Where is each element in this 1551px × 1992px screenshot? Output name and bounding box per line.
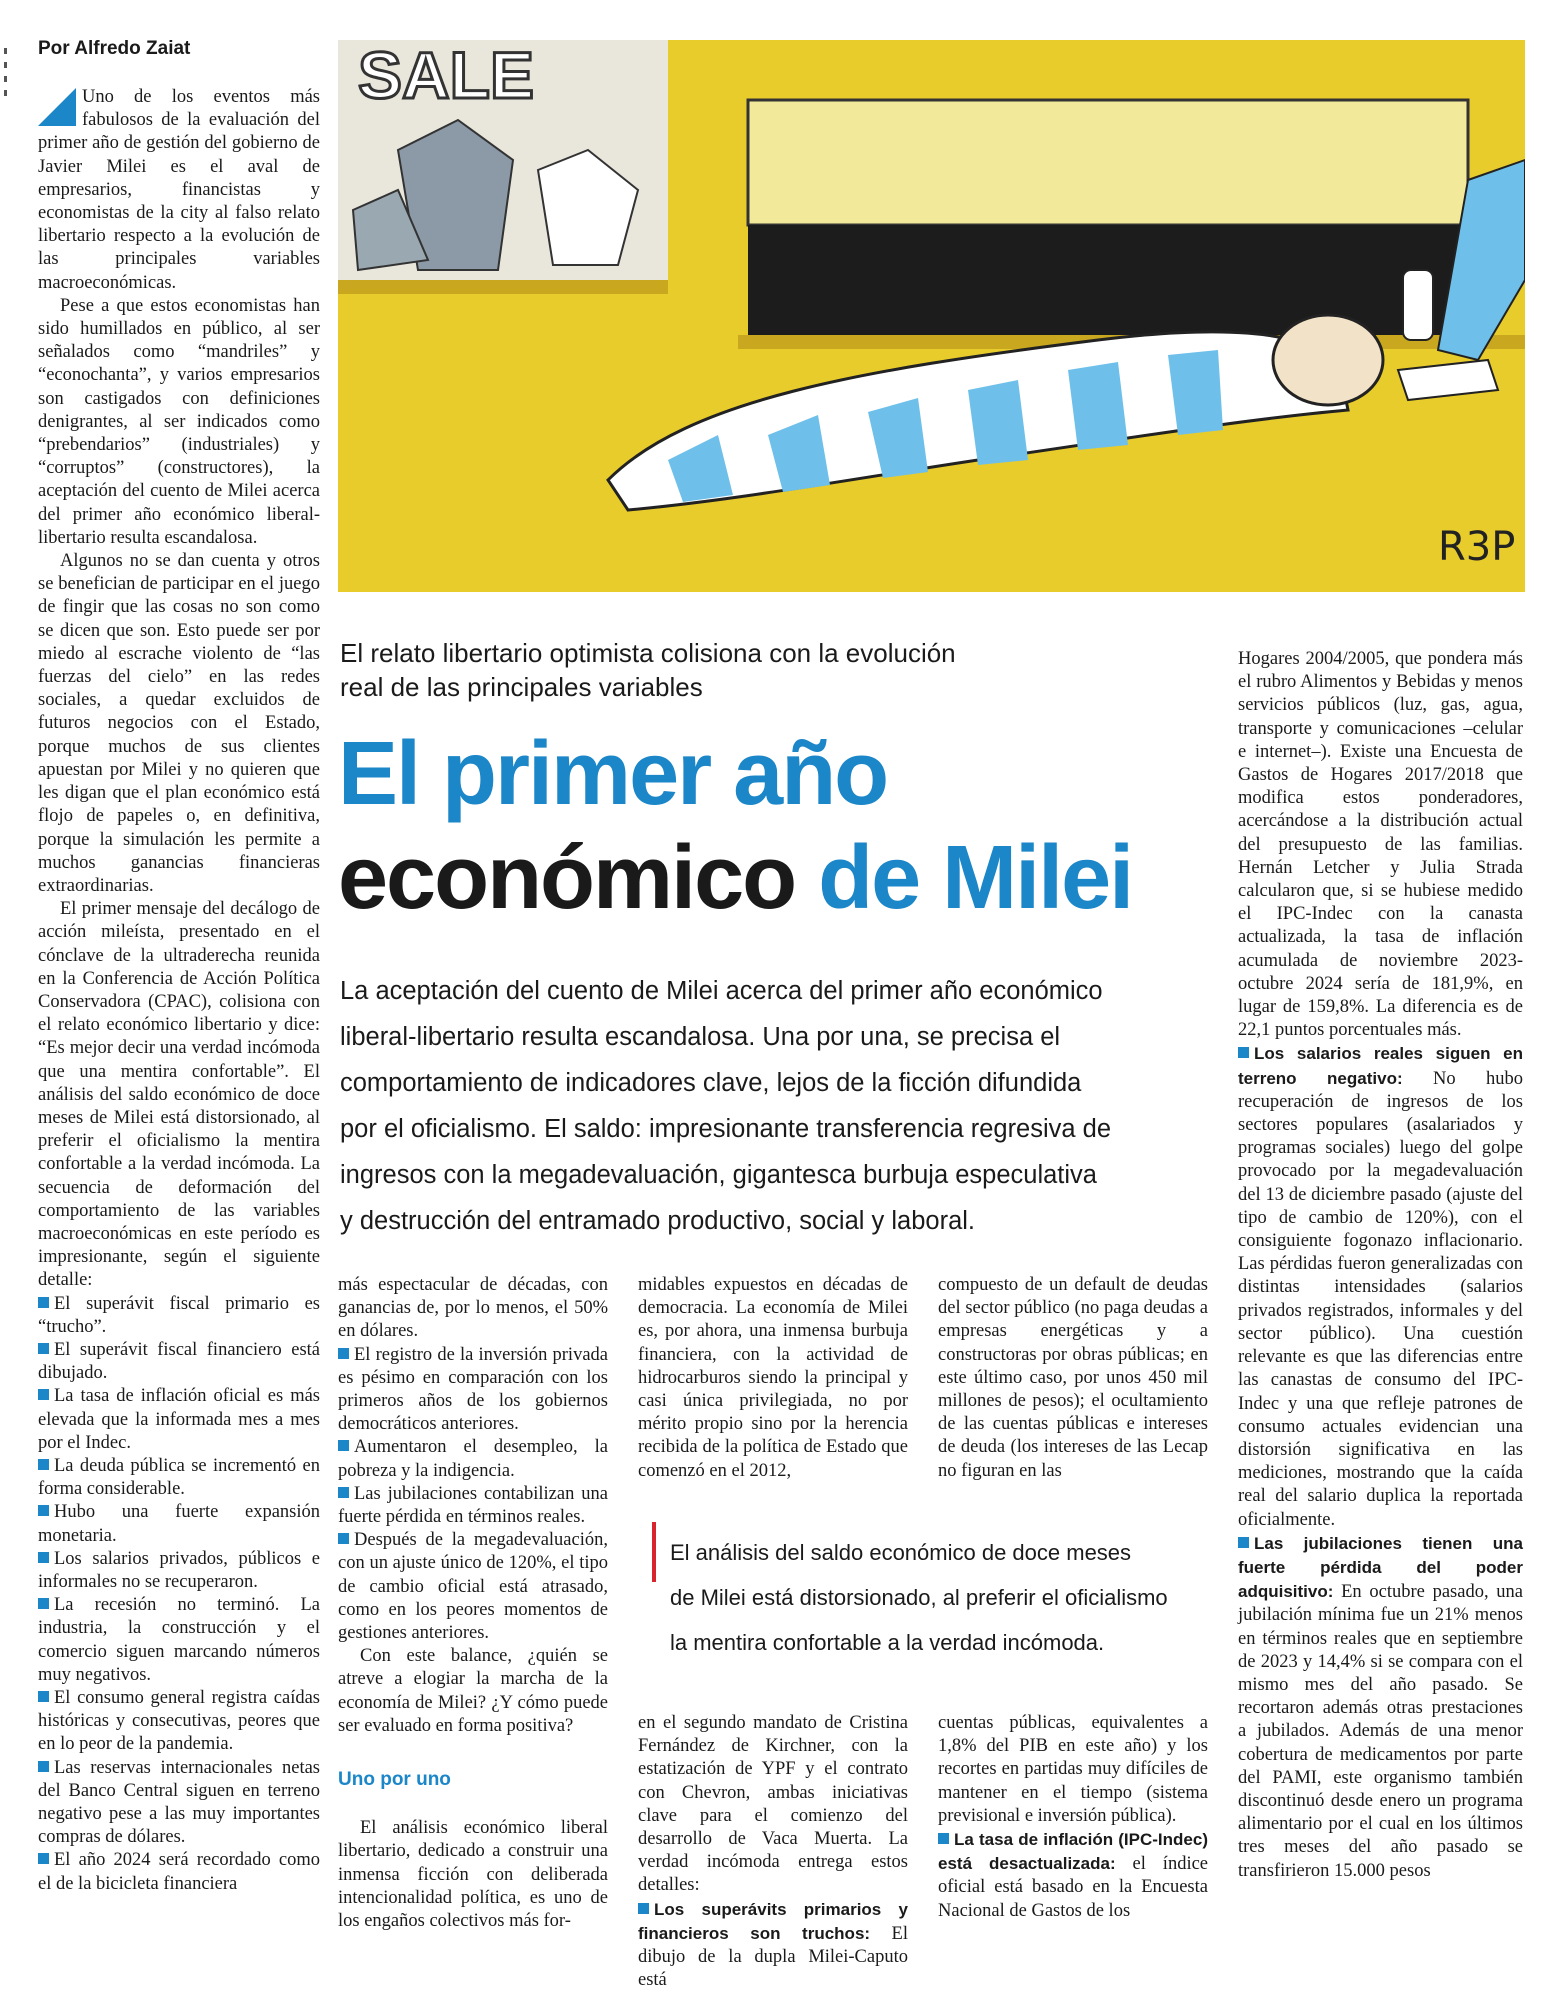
- bullet-square-icon: [338, 1348, 349, 1359]
- list-item: Los salarios privados, públicos e informales no se recuperaron.: [38, 1548, 320, 1592]
- bullet-square-icon: [38, 1297, 49, 1308]
- list-item: Hubo una fuerte expansión monetaria.: [38, 1502, 320, 1546]
- cartoon-illustration: [338, 40, 1525, 592]
- paragraph: más espectacular de décadas, con ganancias de, por lo menos, el 50% en dólares.: [338, 1275, 608, 1342]
- paragraph: Hogares 2004/2005, que pondera más el rubro Alimentos y Bebidas y menos servicios públicos (luz, gas, agua, transporte y comunicaciones –celular e internet–). Existe una Encuesta de Gastos de Hogares 2017/2018 que modifica estos ponderadores, acercándose a la distribución actual del presupuesto de las familias. Hernán Letcher y Julia Strada calcularon que, si se hubiese medido el IPC-Indec con la canasta actualizada, la tasa de inflación acumulada de noviembre 2023-octubre 2024 sería de 181,9%, en lugar de 159,8%. La diferencia es de 22,1 puntos porcentuales más.: [1238, 649, 1523, 1041]
- bullet-square-icon: [38, 1691, 49, 1702]
- paragraph: en el segundo mandato de Cristina Fernández de Kirchner, con la estatización de YPF y el contrato con Chevron, ambas iniciativas clave para el comienzo del desarrollo de Vaca Muerta. La verdad incómoda entrega estos detalles:: [638, 1713, 908, 1896]
- bullet-square-icon: [938, 1833, 949, 1844]
- pullquote: El análisis del saldo económico de doce meses de Milei está distorsionado, al preferir el oficialismo la mentira confortable a la verdad incómoda.: [670, 1540, 1168, 1655]
- headline-line-1: El primer año: [338, 724, 888, 824]
- bullet-square-icon: [1238, 1047, 1249, 1058]
- column-5: [1238, 648, 1523, 1883]
- byline: Por Alfredo Zaiat: [38, 38, 191, 59]
- list-item: El registro de la inversión privada es pésimo en comparación con los primeros años de los gobiernos democráticos anteriores.: [338, 1344, 608, 1435]
- kicker: El relato libertario optimista colisiona con la evolución real de las principales variables: [340, 638, 956, 702]
- bullet-square-icon: [338, 1487, 349, 1498]
- bullet-square-icon: [38, 1552, 49, 1563]
- bullet-square-icon: [638, 1903, 649, 1914]
- headline-line-2: económico de Milei: [338, 828, 1133, 928]
- bullet-square-icon: [38, 1853, 49, 1864]
- headline: [338, 722, 1238, 930]
- list-item: Los superávits primarios y financieros son truchos: El dibujo de la dupla Milei-Caputo está: [638, 1899, 908, 1991]
- paragraph: El primer mensaje del decálogo de acción mileísta, presentado en el cónclave de la ultraderecha reunida en la Conferencia de Acción Política Conservadora (CPAC), colisiona con el relato económico libertario y dice: “Es mejor decir una verdad incómoda que una mentira confortable”. El análisis del saldo económico de doce meses de Milei está distorsionado, al preferir el oficialismo la mentira confortable a la verdad incómoda. La secuencia de deformación del comportamiento de las variables macroeconómicas en este período es impresionante, según el siguiente detalle:: [38, 899, 320, 1291]
- list-item: Después de la megadevaluación, con un ajuste único de 120%, el tipo de cambio oficial está atrasado, como en los peores momentos de gestiones anteriores.: [338, 1530, 608, 1644]
- list-item: El superávit fiscal financiero está dibujado.: [38, 1339, 320, 1384]
- bullet-square-icon: [1238, 1537, 1249, 1548]
- column-4: [938, 1274, 1208, 1483]
- paragraph: Pese a que estos economistas han sido humillados en público, al ser señalados como “mandriles” y “econochanta”, y varios empresarios son castigados con definiciones denigrantes, al ser indicados como “prebendarios” (industriales) y “corruptos” (constructores), la aceptación del cuento de Milei acerca del primer año económico liberal-libertario resulta escandalosa.: [38, 295, 320, 548]
- paragraph: cuentas públicas, equivalentes a 1,8% del PIB en este año) y los recortes en partidas muy difíciles de mantener en el tiempo (sistema previsional e inversión pública).: [938, 1713, 1208, 1826]
- list-item: Las jubilaciones contabilizan una fuerte pérdida en términos reales.: [338, 1483, 608, 1528]
- list-item: El consumo general registra caídas históricas y consecutivas, peores que en lo peor de la pandemia.: [38, 1688, 320, 1755]
- list-item: La recesión no terminó. La industria, la construcción y el comercio siguen marcando números muy negativos.: [38, 1595, 320, 1685]
- bullet-square-icon: [38, 1343, 49, 1354]
- bullet-square-icon: [38, 1389, 49, 1400]
- list-item: La tasa de inflación oficial es más elevada que la informada mes a mes por el Indec.: [38, 1386, 320, 1453]
- page-edge-marks: [0, 40, 14, 140]
- column-3-bottom: [638, 1712, 908, 1992]
- list-item: La deuda pública se incrementó en forma considerable.: [38, 1455, 320, 1500]
- list-item: El superávit fiscal primario es “trucho”.: [38, 1293, 320, 1337]
- list-item: Los salarios reales siguen en terreno negativo: No hubo recuperación de ingresos de los sectores populares (asalariados y programas sociales) luego del golpe provocado por la megadevaluación del 13 de diciembre pasado (ajuste del tipo de cambio de 120%), con el consiguiente fogonazo inflacionario. Las pérdidas fueron generalizadas con distintas intensidades (salarios privados registrados, informales y del sector público). Una cuestión relevante es que las diferencias entre las canastas de consumo del IPC-Indec y una que refleje patrones de consumo actuales evidencian una distorsión significativa en las mediciones, mostrando que la caída real del salario duplica la reportada oficialmente.: [1238, 1044, 1524, 1530]
- column-3: [638, 1274, 908, 1483]
- list-item: Las jubilaciones tienen una fuerte pérdida del poder adquisitivo: En octubre pasado, una jubilación mínima fue un 21% menos en términos reales que en septiembre de 2023 y 14,4% si se compara con el mismo mes del año pasado. Se recortaron además otras prestaciones a jubilados. Además de una menor cobertura de medicamentos por parte del PAMI, este organismo también discontinuó desde enero un programa alimentario por el cual en los últimos tres meses del año pasado se transfirieron 15.000 pesos: [1238, 1533, 1524, 1881]
- lead-paragraph: La aceptación del cuento de Milei acerca del primer año económico liberal-libertario resulta escandalosa. Una por una, se precisa el comportamiento de indicadores clave, lejos de la ficción difundida por el oficialismo. El saldo: impresionante transferencia regresiva de ingresos con la megadevaluación, gigantesca burbuja especulativa y destrucción del entramado productivo, social y laboral.: [340, 977, 1112, 1235]
- paragraph: Con este balance, ¿quién se atreve a elogiar la marcha de la economía de Milei? ¿Y cómo puede ser evaluado en forma positiva?: [338, 1646, 608, 1736]
- pullquote-bar: [652, 1522, 656, 1582]
- column-2: [338, 1274, 608, 1933]
- bullet-square-icon: [338, 1440, 349, 1451]
- drop-triangle-icon: [38, 88, 76, 126]
- paragraph: Algunos no se dan cuenta y otros se benefician de participar en el juego de fingir que las cosas no son como se dicen que son. Esto puede ser por miedo al escrache violento de “las fuerzas del cielo” en las redes sociales, a quedar excluidos de futuros negocios con el Estado, porque muchos de sus clientes apuestan por Milei y no quieren que les digan que el plan económico está flojo de papeles o, en definitiva, porque la simulación les permite a muchos ganancias financieras extraordinarias.: [38, 551, 320, 896]
- bullet-square-icon: [38, 1761, 49, 1772]
- list-item: La tasa de inflación (IPC-Indec) está desactualizada: el índice oficial está basado en la Encuesta Nacional de Gastos de los: [938, 1830, 1209, 1921]
- artist-signature: R3P: [1438, 524, 1516, 570]
- paragraph: compuesto de un default de deudas del sector público (no paga deudas a empresas energéticas y a constructoras por obras públicas; en este último caso, por unos 450 mil millones de pesos); el ocultamiento de las cuentas públicas e intereses de deuda (los intereses de las Lecap no figuran en las: [938, 1275, 1208, 1481]
- section-heading: Uno por uno: [338, 1769, 451, 1791]
- paragraph: midables expuestos en décadas de democracia. La economía de Milei es, por ahora, una inmensa burbuja financiera, con la actividad de hidrocarburos siendo la principal y casi única privilegiada, no por mérito propio sino por la herencia recibida de la política de Estado que comenzó en el 2012,: [638, 1275, 908, 1481]
- bullet-square-icon: [38, 1505, 49, 1516]
- column-4-bottom: [938, 1712, 1208, 1923]
- list-item: Aumentaron el desempleo, la pobreza y la indigencia.: [338, 1437, 608, 1481]
- column-1: [38, 86, 320, 1896]
- paragraph: El análisis económico liberal libertario, dedicado a construir una inmensa ficción con deliberada intencionalidad política, es uno de los engaños colectivos más for-: [338, 1818, 608, 1932]
- bullet-square-icon: [338, 1533, 349, 1544]
- list-item: Las reservas internacionales netas del Banco Central siguen en terreno negativo pese a las muy importantes compras de dólares.: [38, 1757, 320, 1848]
- list-item: El año 2024 será recordado como el de la bicicleta financiera: [38, 1850, 320, 1894]
- bullet-square-icon: [38, 1459, 49, 1470]
- sale-sign: SALE: [358, 40, 535, 112]
- paragraph-intro: Uno de los eventos más fabulosos de la evaluación del primer año de gestión del gobierno de Javier Milei es el aval de empresarios, financistas y economistas de la city al falso relato libertario respecto a la evolución de las principales variables macroeconómicas.: [38, 87, 320, 293]
- bullet-square-icon: [38, 1598, 49, 1609]
